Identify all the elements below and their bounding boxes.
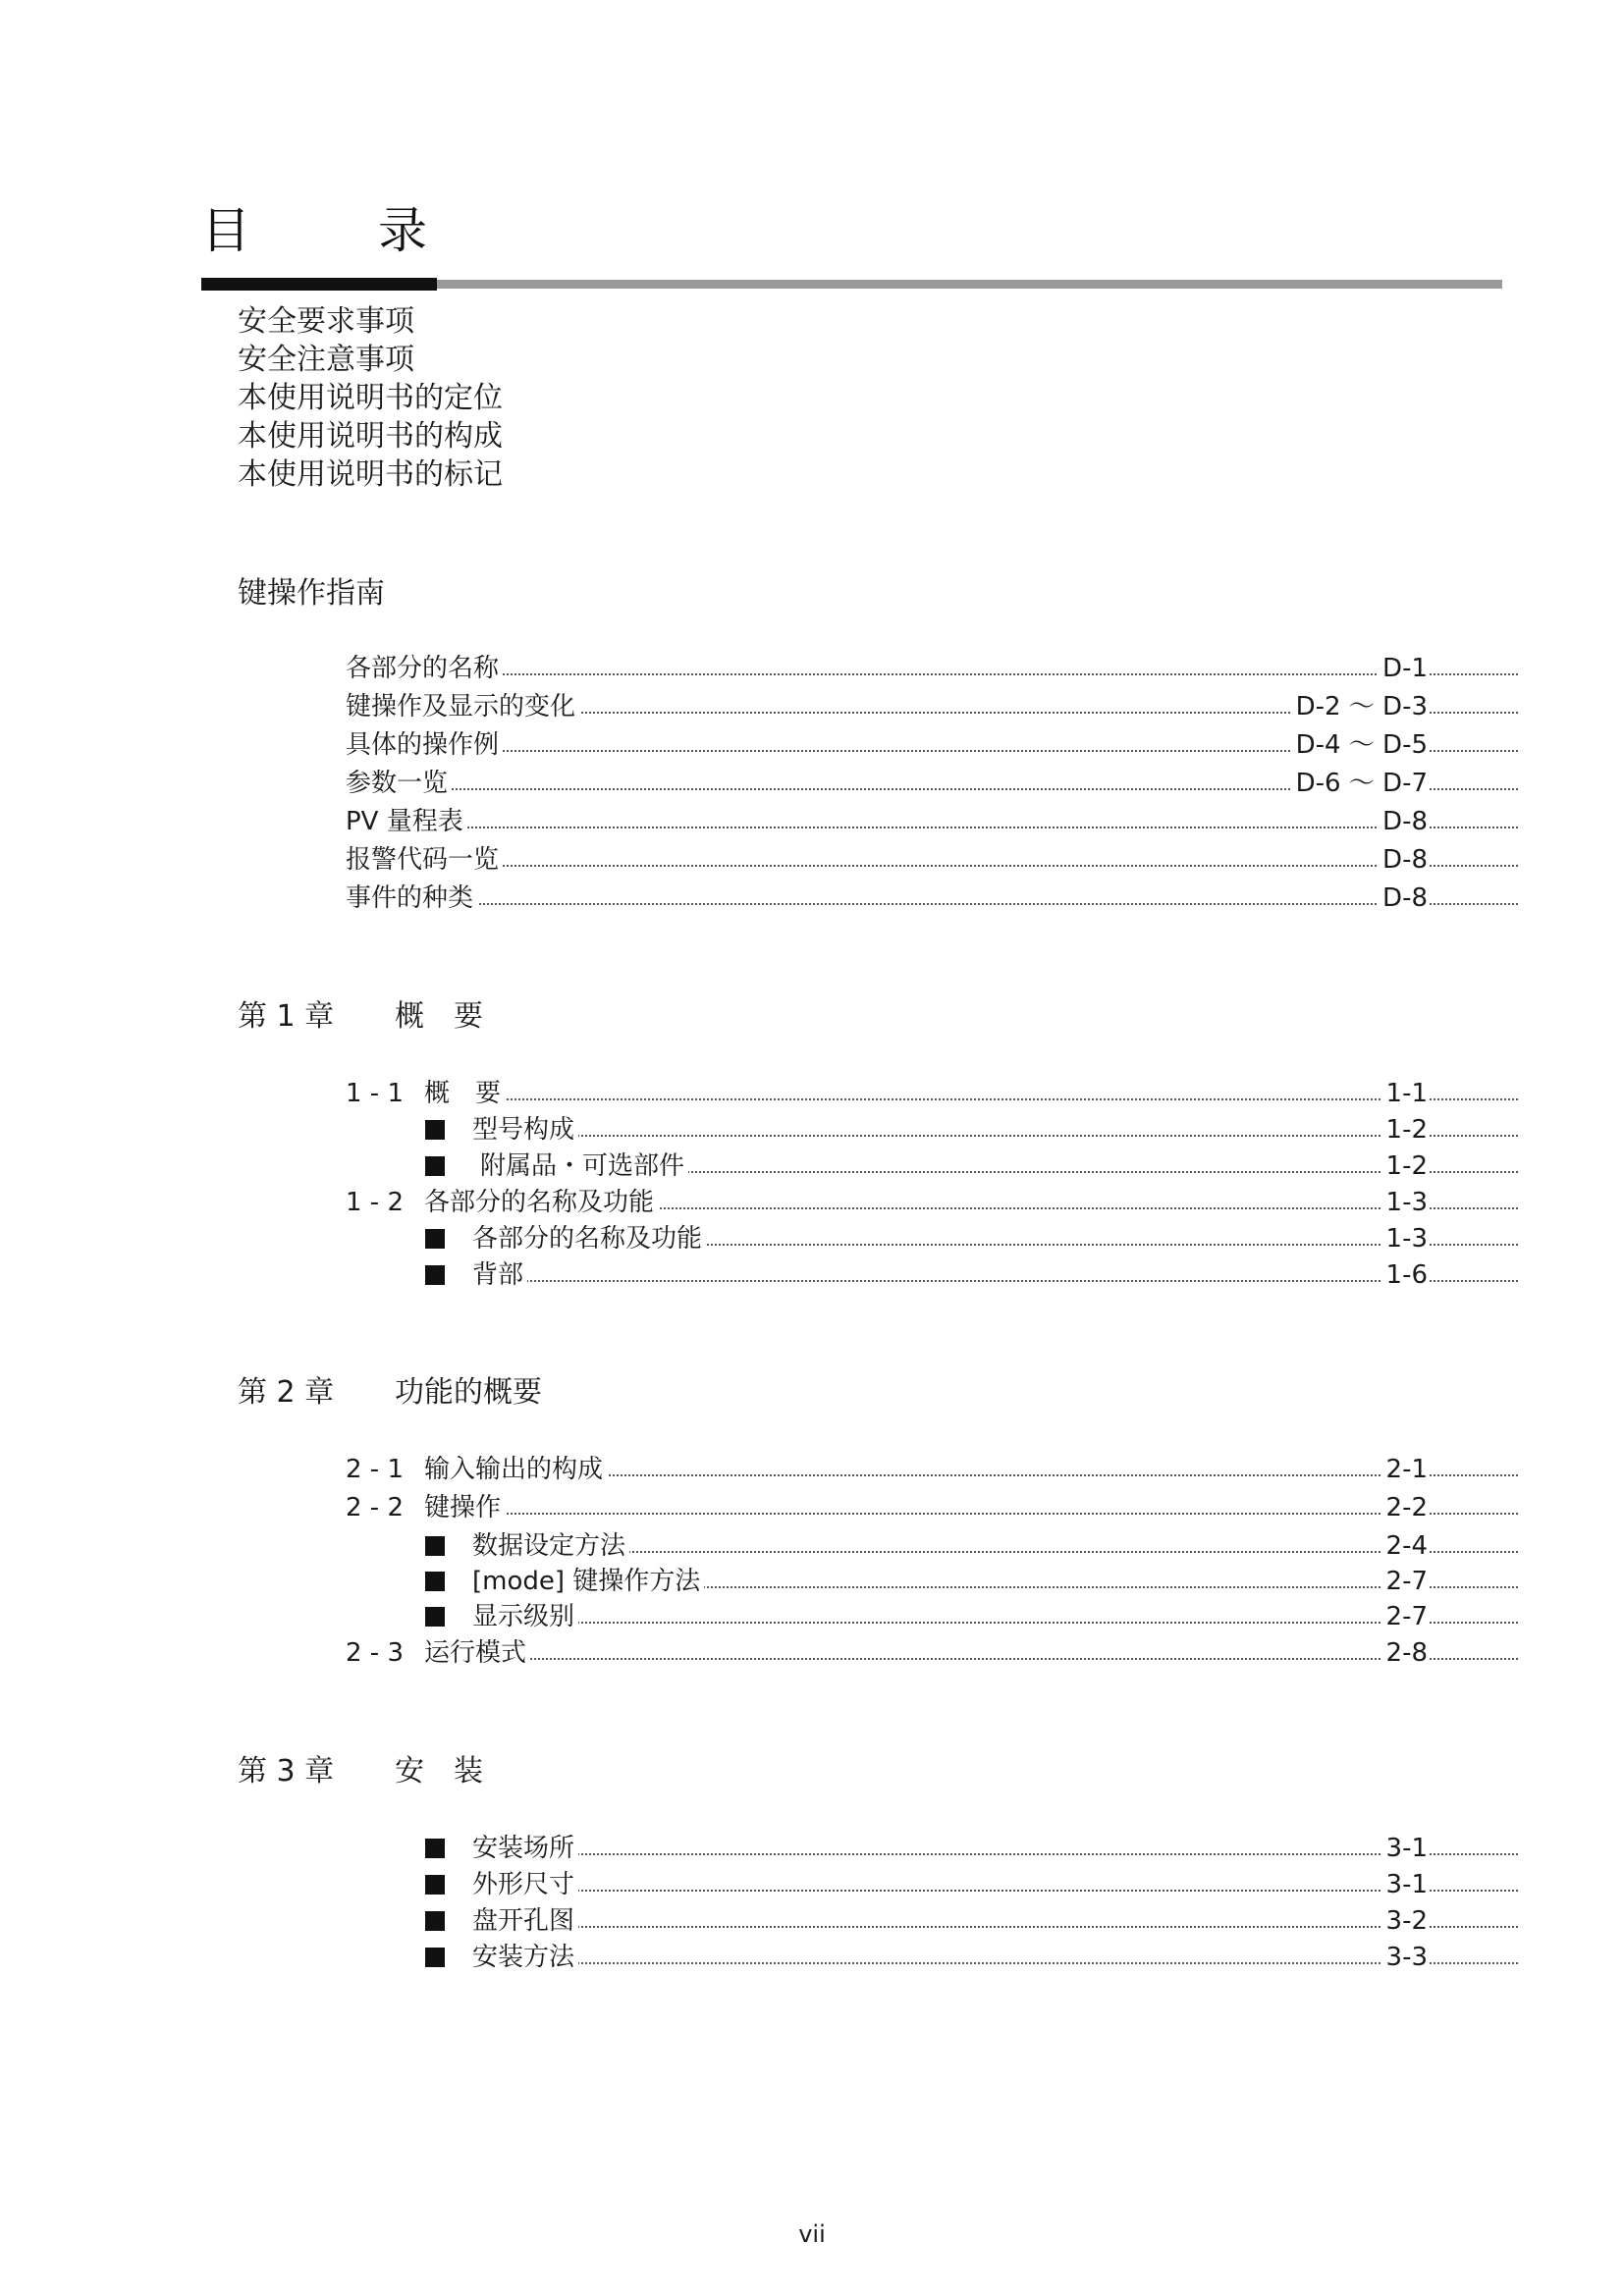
toc-entry-label: 数据设定方法 xyxy=(472,1529,629,1563)
bullet-square-icon xyxy=(425,1536,445,1556)
toc-entry-page: D-1 xyxy=(1379,652,1428,685)
chapter-title: 功能的概要 xyxy=(395,1375,542,1410)
toc-leader xyxy=(346,652,1518,675)
toc-entry[interactable] xyxy=(0,1149,1624,1183)
toc-entry[interactable] xyxy=(0,1077,1624,1110)
chapter-heading-3 xyxy=(238,1754,483,1789)
toc-entry-page: 1-6 xyxy=(1382,1258,1428,1292)
intro-item: 本使用说明书的定位 xyxy=(238,381,503,415)
toc-entry-label: 各部分的名称及功能 xyxy=(472,1222,706,1255)
toc-entry[interactable] xyxy=(0,652,1624,685)
toc-leader xyxy=(472,1904,1518,1928)
toc-entry-page: 3-3 xyxy=(1382,1941,1428,1974)
bullet-square-icon xyxy=(425,1839,445,1858)
toc-entry-label: PV 量程表 xyxy=(346,805,467,838)
toc-entry-label: 安装方法 xyxy=(472,1941,578,1974)
toc-leader xyxy=(346,881,1518,905)
toc-entry-number: 1 - 1 xyxy=(346,1079,404,1108)
toc-entry[interactable] xyxy=(0,1868,1624,1901)
toc-entry-page: D-8 xyxy=(1379,843,1428,877)
toc-entry[interactable] xyxy=(0,805,1624,838)
toc-entry-page: 2-8 xyxy=(1382,1636,1428,1670)
toc-entry-label: 显示级别 xyxy=(472,1600,578,1633)
bullet-square-icon xyxy=(425,1156,445,1176)
toc-entry-page: 1-2 xyxy=(1382,1113,1428,1147)
toc-entry-page: 1-1 xyxy=(1382,1077,1428,1110)
toc-entry[interactable] xyxy=(0,1636,1624,1670)
toc-entry-label: 各部分的名称 xyxy=(346,652,503,685)
toc-entry-label: 外形尺寸 xyxy=(472,1868,578,1901)
toc-entry-label: 具体的操作例 xyxy=(346,728,503,762)
toc-entry[interactable] xyxy=(0,1258,1624,1292)
page-title: 目 录 xyxy=(201,202,466,259)
bullet-square-icon xyxy=(425,1572,445,1591)
toc-entry-label: 附属品・可选部件 xyxy=(480,1149,688,1183)
section-heading-key-guide xyxy=(238,576,385,611)
toc-entry[interactable] xyxy=(0,767,1624,800)
toc-entry-page: D-4 ～ D-5 xyxy=(1292,728,1428,762)
toc-leader xyxy=(346,843,1518,867)
toc-entry-label: 概 要 xyxy=(424,1077,505,1110)
toc-entry[interactable] xyxy=(0,1186,1624,1219)
toc-entry-label: 安装场所 xyxy=(472,1832,578,1865)
toc-entry-label: 报警代码一览 xyxy=(346,843,503,877)
toc-entry-page: 3-2 xyxy=(1382,1904,1428,1938)
toc-leader xyxy=(472,1258,1518,1282)
toc-entry[interactable] xyxy=(0,690,1624,723)
toc-leader xyxy=(472,1868,1518,1892)
toc-leader xyxy=(346,805,1518,828)
toc-entry[interactable] xyxy=(0,881,1624,915)
title-rule-dark xyxy=(201,278,437,291)
toc-entry-number: 1 - 2 xyxy=(346,1188,404,1217)
title-rule-gray xyxy=(437,280,1502,289)
toc-leader xyxy=(424,1077,1518,1100)
toc-entry-label: 各部分的名称及功能 xyxy=(424,1186,658,1219)
chapter-heading-1 xyxy=(238,999,483,1034)
section-title: 键操作指南 xyxy=(238,576,385,611)
toc-entry-page: 2-4 xyxy=(1382,1529,1428,1563)
toc-entry-page: 2-2 xyxy=(1382,1491,1428,1524)
bullet-square-icon xyxy=(425,1948,445,1967)
bullet-square-icon xyxy=(425,1265,445,1285)
bullet-square-icon xyxy=(425,1607,445,1627)
toc-entry[interactable] xyxy=(0,1453,1624,1486)
chapter-title: 概 要 xyxy=(395,999,483,1034)
toc-entry-label: [mode] 键操作方法 xyxy=(472,1565,704,1598)
toc-entry-page: 3-1 xyxy=(1382,1832,1428,1865)
intro-item: 本使用说明书的标记 xyxy=(238,457,503,492)
bullet-square-icon xyxy=(425,1911,445,1931)
toc-entry[interactable] xyxy=(0,1600,1624,1633)
toc-entry-label: 运行模式 xyxy=(424,1636,530,1670)
toc-entry[interactable] xyxy=(0,1113,1624,1147)
toc-entry-page: 3-1 xyxy=(1382,1868,1428,1901)
toc-entry-label: 键操作 xyxy=(424,1491,505,1524)
intro-list xyxy=(238,302,503,494)
bullet-square-icon xyxy=(425,1229,445,1249)
toc-leader xyxy=(424,1491,1518,1515)
toc-entry-number: 2 - 2 xyxy=(346,1493,404,1522)
chapter-number: 第 2 章 xyxy=(238,1375,335,1410)
toc-entry-label: 输入输出的构成 xyxy=(424,1453,607,1486)
page-number: vii xyxy=(798,2220,826,2248)
toc-entry[interactable] xyxy=(0,1832,1624,1865)
chapter-title: 安 装 xyxy=(395,1754,483,1789)
chapter-number: 第 1 章 xyxy=(238,999,335,1034)
toc-entry[interactable] xyxy=(0,728,1624,762)
intro-item: 安全注意事项 xyxy=(238,343,414,377)
toc-entry-page: D-6 ～ D-7 xyxy=(1292,767,1428,800)
toc-entry-number: 2 - 1 xyxy=(346,1455,404,1484)
toc-entry-page: D-2 ～ D-3 xyxy=(1292,690,1428,723)
toc-entry[interactable] xyxy=(0,843,1624,877)
toc-entry-label: 盘开孔图 xyxy=(472,1904,578,1938)
toc-leader xyxy=(424,1636,1518,1660)
toc-entry-page: D-8 xyxy=(1379,881,1428,915)
toc-entry-label: 型号构成 xyxy=(472,1113,578,1147)
toc-entry-page: 1-2 xyxy=(1382,1149,1428,1183)
toc-entry[interactable] xyxy=(0,1491,1624,1524)
bullet-square-icon xyxy=(425,1120,445,1140)
chapter-heading-2 xyxy=(238,1375,542,1410)
toc-entry-page: 2-7 xyxy=(1382,1600,1428,1633)
toc-leader xyxy=(472,1832,1518,1855)
toc-entry-page: 2-7 xyxy=(1382,1565,1428,1598)
chapter-number: 第 3 章 xyxy=(238,1754,335,1789)
toc-entry-label: 键操作及显示的变化 xyxy=(346,690,579,723)
toc-leader xyxy=(472,1113,1518,1137)
toc-entry-label: 背部 xyxy=(472,1258,527,1292)
toc-entry-label: 事件的种类 xyxy=(346,881,477,915)
bullet-square-icon xyxy=(425,1875,445,1895)
toc-entry[interactable] xyxy=(0,1565,1624,1598)
intro-item: 安全要求事项 xyxy=(238,304,414,339)
toc-entry[interactable] xyxy=(0,1904,1624,1938)
toc-entry-page: 1-3 xyxy=(1382,1222,1428,1255)
toc-leader xyxy=(472,1941,1518,1964)
intro-item: 本使用说明书的构成 xyxy=(238,419,503,454)
toc-entry[interactable] xyxy=(0,1941,1624,1974)
toc-entry-number: 2 - 3 xyxy=(346,1638,404,1668)
toc-leader xyxy=(472,1600,1518,1624)
toc-entry-label: 参数一览 xyxy=(346,767,452,800)
toc-entry[interactable] xyxy=(0,1529,1624,1563)
toc-entry-page: 1-3 xyxy=(1382,1186,1428,1219)
toc-entry-page: 2-1 xyxy=(1382,1453,1428,1486)
toc-entry[interactable] xyxy=(0,1222,1624,1255)
toc-entry-page: D-8 xyxy=(1379,805,1428,838)
